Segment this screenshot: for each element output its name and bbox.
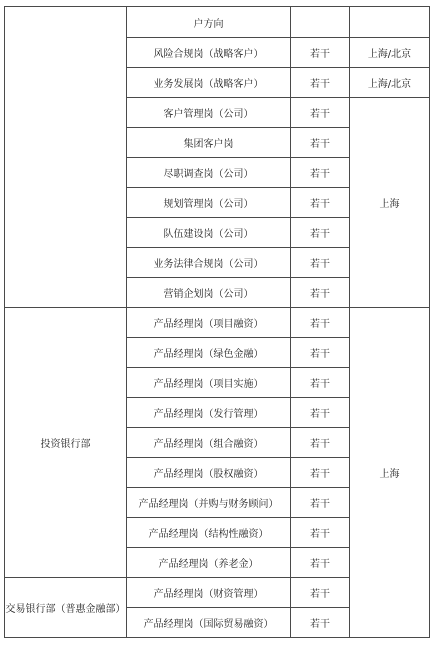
count-cell: 若干 — [291, 218, 350, 248]
position-cell: 客户管理岗（公司） — [127, 98, 291, 128]
position-cell: 产品经理岗（国际贸易融资） — [127, 608, 291, 638]
location-cell: 上海 — [350, 98, 430, 308]
count-cell: 若干 — [291, 458, 350, 488]
count-cell: 若干 — [291, 608, 350, 638]
location-cell — [350, 7, 430, 38]
table-row — [5, 7, 430, 38]
count-cell — [291, 7, 350, 38]
position-cell: 队伍建设岗（公司） — [127, 218, 291, 248]
position-cell: 营销企划岗（公司） — [127, 278, 291, 308]
position-cell: 户方向 — [127, 7, 291, 38]
count-cell: 若干 — [291, 68, 350, 98]
count-cell: 若干 — [291, 158, 350, 188]
count-cell: 若干 — [291, 548, 350, 578]
position-cell: 产品经理岗（发行管理） — [127, 398, 291, 428]
position-cell: 产品经理岗（项目融资） — [127, 308, 291, 338]
position-cell: 集团客户岗 — [127, 128, 291, 158]
position-cell: 规划管理岗（公司） — [127, 188, 291, 218]
position-cell: 产品经理岗（结构性融资） — [127, 518, 291, 548]
count-cell: 若干 — [291, 428, 350, 458]
position-cell: 产品经理岗（财资管理） — [127, 578, 291, 608]
count-cell: 若干 — [291, 518, 350, 548]
department-cell: 交易银行部（普惠金融部） — [5, 578, 127, 638]
count-cell: 若干 — [291, 488, 350, 518]
position-cell: 产品经理岗（股权融资） — [127, 458, 291, 488]
position-cell: 产品经理岗（组合融资） — [127, 428, 291, 458]
count-cell: 若干 — [291, 188, 350, 218]
location-cell: 上海/北京 — [350, 68, 430, 98]
position-cell: 业务发展岗（战略客户） — [127, 68, 291, 98]
count-cell: 若干 — [291, 308, 350, 338]
position-cell: 尽职调查岗（公司） — [127, 158, 291, 188]
count-cell: 若干 — [291, 248, 350, 278]
position-cell: 业务法律合规岗（公司） — [127, 248, 291, 278]
count-cell: 若干 — [291, 398, 350, 428]
position-cell: 产品经理岗（项目实施） — [127, 368, 291, 398]
count-cell: 若干 — [291, 278, 350, 308]
count-cell: 若干 — [291, 578, 350, 608]
position-cell: 产品经理岗（并购与财务顾问） — [127, 488, 291, 518]
department-cell: 投资银行部 — [5, 308, 127, 578]
position-cell: 产品经理岗（绿色金融） — [127, 338, 291, 368]
count-cell: 若干 — [291, 338, 350, 368]
position-cell: 风险合规岗（战略客户） — [127, 38, 291, 68]
location-cell: 上海 — [350, 308, 430, 638]
count-cell: 若干 — [291, 368, 350, 398]
table-row — [5, 308, 430, 338]
job-positions-table — [4, 6, 430, 638]
count-cell: 若干 — [291, 38, 350, 68]
position-cell: 产品经理岗（养老金） — [127, 548, 291, 578]
location-cell: 上海/北京 — [350, 38, 430, 68]
department-cell — [5, 7, 127, 308]
count-cell: 若干 — [291, 128, 350, 158]
count-cell: 若干 — [291, 98, 350, 128]
